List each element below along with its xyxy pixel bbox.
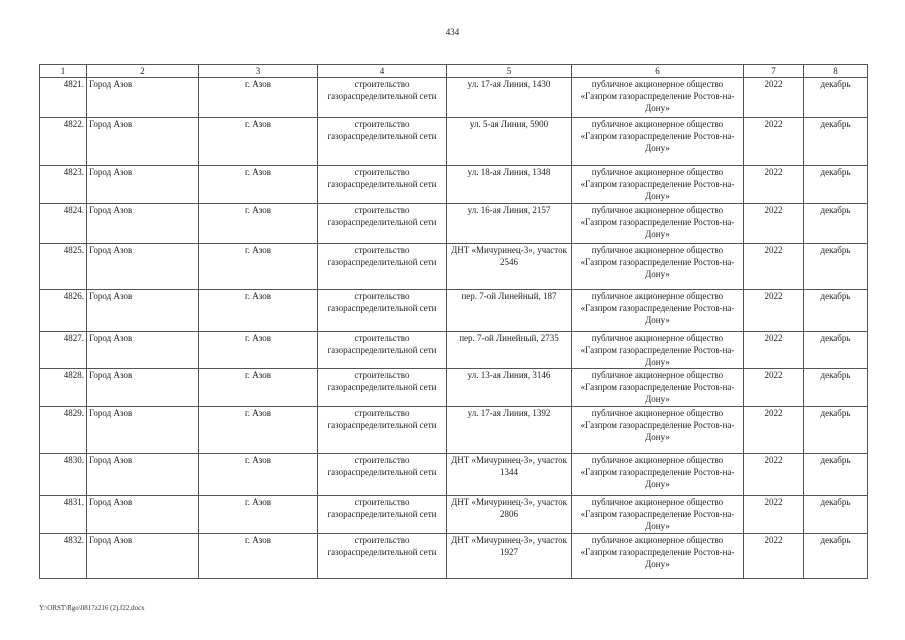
- table-header-row: [40, 65, 868, 78]
- cell-year: 2022: [744, 118, 804, 166]
- registry-table: [39, 64, 868, 579]
- cell-row-number: 4830.: [40, 454, 87, 496]
- table-row: [40, 454, 868, 496]
- cell-year: 2022: [744, 407, 804, 454]
- table-row: [40, 332, 868, 369]
- column-header: 6: [572, 65, 744, 78]
- cell-municipality: Город Азов: [87, 244, 199, 290]
- cell-object-purpose: строительство газораспределительной сети: [318, 204, 447, 244]
- table-row: [40, 166, 868, 204]
- table-row: [40, 118, 868, 166]
- cell-month: декабрь: [804, 166, 868, 204]
- cell-settlement: г. Азов: [199, 290, 318, 332]
- cell-address: ул. 17-ая Линия, 1430: [447, 78, 572, 118]
- cell-year: 2022: [744, 369, 804, 407]
- cell-address: ул. 5-ая Линия, 5900: [447, 118, 572, 166]
- cell-settlement: г. Азов: [199, 454, 318, 496]
- cell-year: 2022: [744, 244, 804, 290]
- cell-organization: публичное акционерное общество «Газпром газораспределение Ростов-на-Дону»: [572, 290, 744, 332]
- cell-organization: публичное акционерное общество «Газпром газораспределение Ростов-на-Дону»: [572, 496, 744, 534]
- column-header: 3: [199, 65, 318, 78]
- cell-object-purpose: строительство газораспределительной сети: [318, 118, 447, 166]
- cell-settlement: г. Азов: [199, 496, 318, 534]
- cell-settlement: г. Азов: [199, 204, 318, 244]
- cell-address: ДНТ «Мичуринец-3», участок 1927: [447, 534, 572, 579]
- cell-municipality: Город Азов: [87, 204, 199, 244]
- cell-municipality: Город Азов: [87, 166, 199, 204]
- table-row: [40, 78, 868, 118]
- cell-month: декабрь: [804, 369, 868, 407]
- cell-address: ДНТ «Мичуринец-3», участок 2806: [447, 496, 572, 534]
- cell-month: декабрь: [804, 454, 868, 496]
- cell-object-purpose: строительство газораспределительной сети: [318, 78, 447, 118]
- cell-organization: публичное акционерное общество «Газпром газораспределение Ростов-на-Дону»: [572, 534, 744, 579]
- cell-organization: публичное акционерное общество «Газпром газораспределение Ростов-на-Дону»: [572, 332, 744, 369]
- cell-month: декабрь: [804, 204, 868, 244]
- cell-month: декабрь: [804, 332, 868, 369]
- cell-row-number: 4832.: [40, 534, 87, 579]
- cell-municipality: Город Азов: [87, 496, 199, 534]
- cell-organization: публичное акционерное общество «Газпром газораспределение Ростов-на-Дону»: [572, 166, 744, 204]
- cell-month: декабрь: [804, 78, 868, 118]
- cell-organization: публичное акционерное общество «Газпром газораспределение Ростов-на-Дону»: [572, 118, 744, 166]
- cell-address: ул. 18-ая Линия, 1348: [447, 166, 572, 204]
- column-header: 2: [87, 65, 199, 78]
- cell-object-purpose: строительство газораспределительной сети: [318, 290, 447, 332]
- page-number: 434: [445, 27, 460, 37]
- cell-organization: публичное акционерное общество «Газпром газораспределение Ростов-на-Дону»: [572, 244, 744, 290]
- cell-year: 2022: [744, 496, 804, 534]
- cell-organization: публичное акционерное общество «Газпром газораспределение Ростов-на-Дону»: [572, 454, 744, 496]
- cell-row-number: 4824.: [40, 204, 87, 244]
- table-row: [40, 204, 868, 244]
- cell-settlement: г. Азов: [199, 118, 318, 166]
- cell-month: декабрь: [804, 290, 868, 332]
- cell-organization: публичное акционерное общество «Газпром газораспределение Ростов-на-Дону»: [572, 204, 744, 244]
- cell-settlement: г. Азов: [199, 244, 318, 290]
- cell-object-purpose: строительство газораспределительной сети: [318, 407, 447, 454]
- cell-address: пер. 7-ой Линейный, 2735: [447, 332, 572, 369]
- cell-address: ДНТ «Мичуринец-3», участок 1344: [447, 454, 572, 496]
- cell-municipality: Город Азов: [87, 369, 199, 407]
- cell-year: 2022: [744, 290, 804, 332]
- cell-municipality: Город Азов: [87, 454, 199, 496]
- column-header: 7: [744, 65, 804, 78]
- cell-address: ул. 13-ая Линия, 3146: [447, 369, 572, 407]
- cell-row-number: 4829.: [40, 407, 87, 454]
- cell-row-number: 4825.: [40, 244, 87, 290]
- column-header: 4: [318, 65, 447, 78]
- cell-settlement: г. Азов: [199, 332, 318, 369]
- cell-settlement: г. Азов: [199, 166, 318, 204]
- table-row: [40, 407, 868, 454]
- cell-month: декабрь: [804, 407, 868, 454]
- cell-address: ул. 17-ая Линия, 1392: [447, 407, 572, 454]
- cell-municipality: Город Азов: [87, 290, 199, 332]
- cell-object-purpose: строительство газораспределительной сети: [318, 369, 447, 407]
- cell-year: 2022: [744, 204, 804, 244]
- table-row: [40, 244, 868, 290]
- cell-settlement: г. Азов: [199, 78, 318, 118]
- cell-object-purpose: строительство газораспределительной сети: [318, 332, 447, 369]
- cell-row-number: 4822.: [40, 118, 87, 166]
- cell-municipality: Город Азов: [87, 534, 199, 579]
- cell-address: ДНТ «Мичуринец-3», участок 2546: [447, 244, 572, 290]
- cell-row-number: 4823.: [40, 166, 87, 204]
- cell-month: декабрь: [804, 118, 868, 166]
- cell-year: 2022: [744, 534, 804, 579]
- cell-year: 2022: [744, 166, 804, 204]
- cell-month: декабрь: [804, 244, 868, 290]
- table-row: [40, 534, 868, 579]
- cell-object-purpose: строительство газораспределительной сети: [318, 244, 447, 290]
- cell-year: 2022: [744, 454, 804, 496]
- cell-year: 2022: [744, 332, 804, 369]
- cell-year: 2022: [744, 78, 804, 118]
- cell-row-number: 4827.: [40, 332, 87, 369]
- cell-row-number: 4826.: [40, 290, 87, 332]
- table-body: [40, 78, 868, 579]
- cell-month: декабрь: [804, 534, 868, 579]
- cell-settlement: г. Азов: [199, 534, 318, 579]
- table-row: [40, 290, 868, 332]
- cell-object-purpose: строительство газораспределительной сети: [318, 534, 447, 579]
- cell-settlement: г. Азов: [199, 407, 318, 454]
- cell-municipality: Город Азов: [87, 78, 199, 118]
- column-header: 5: [447, 65, 572, 78]
- footer-file-path: Y:\ORST\Rgo\0817z216 (2).f22.docx: [39, 604, 145, 612]
- cell-object-purpose: строительство газораспределительной сети: [318, 496, 447, 534]
- column-header: 8: [804, 65, 868, 78]
- cell-object-purpose: строительство газораспределительной сети: [318, 454, 447, 496]
- cell-row-number: 4828.: [40, 369, 87, 407]
- cell-month: декабрь: [804, 496, 868, 534]
- table-row: [40, 496, 868, 534]
- cell-municipality: Город Азов: [87, 118, 199, 166]
- cell-municipality: Город Азов: [87, 407, 199, 454]
- cell-settlement: г. Азов: [199, 369, 318, 407]
- cell-object-purpose: строительство газораспределительной сети: [318, 166, 447, 204]
- cell-address: пер. 7-ой Линейный, 187: [447, 290, 572, 332]
- cell-organization: публичное акционерное общество «Газпром газораспределение Ростов-на-Дону»: [572, 78, 744, 118]
- cell-row-number: 4821.: [40, 78, 87, 118]
- cell-organization: публичное акционерное общество «Газпром газораспределение Ростов-на-Дону»: [572, 369, 744, 407]
- table-row: [40, 369, 868, 407]
- column-header: 1: [40, 65, 87, 78]
- cell-organization: публичное акционерное общество «Газпром газораспределение Ростов-на-Дону»: [572, 407, 744, 454]
- cell-municipality: Город Азов: [87, 332, 199, 369]
- cell-row-number: 4831.: [40, 496, 87, 534]
- cell-address: ул. 16-ая Линия, 2157: [447, 204, 572, 244]
